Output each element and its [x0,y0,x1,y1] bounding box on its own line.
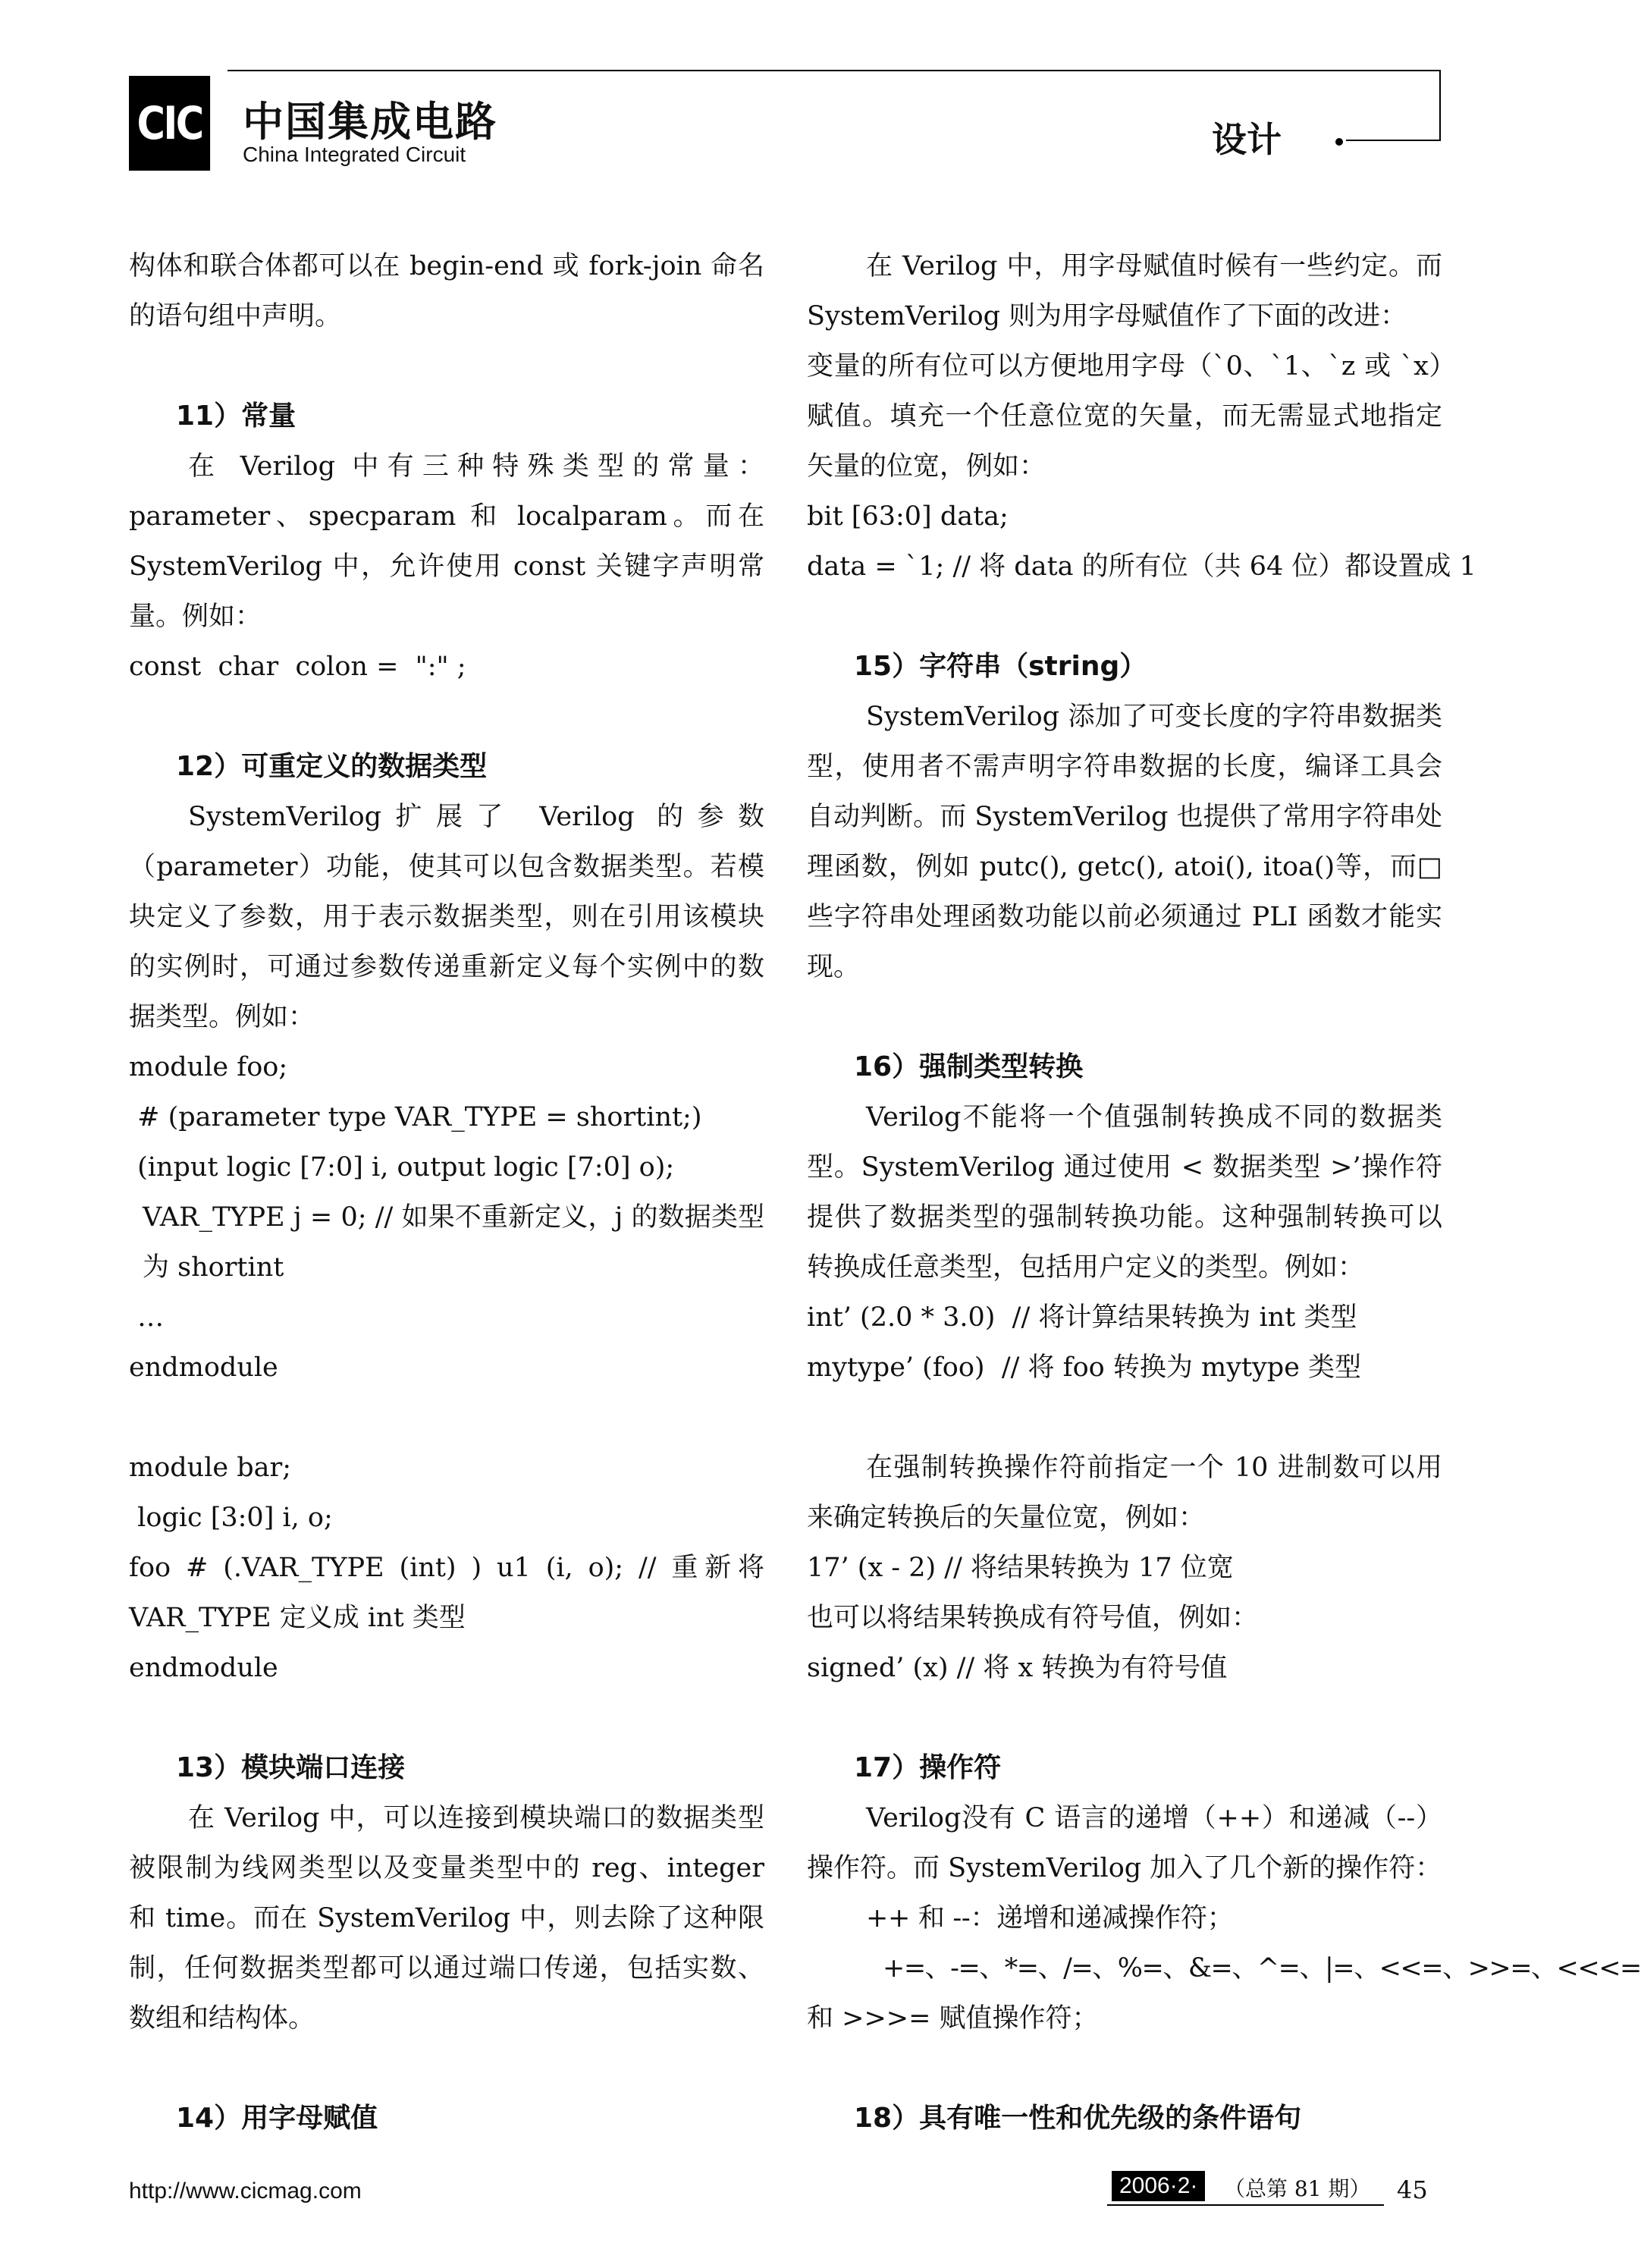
heading-13-port-connection: 13）模块端口连接 [176,1752,406,1783]
operator-line: +=、-=、*=、/=、%=、&=、^=、|=、<<=、>>=、<<<= [883,1953,1641,1984]
paragraph-16c: 也可以将结果转换成有符号值，例如： [807,1603,1259,1633]
code-line: signed’ (x) // 将 x 转换为有符号值 [807,1653,1228,1683]
code-line: endmodule [129,1352,278,1383]
heading-11-constants: 11）常量 [176,401,297,432]
journal-name-cn: 中国集成电路 [243,98,497,146]
journal-name-en: China Integrated Circuit [243,143,466,166]
paragraph-17: Verilog没有 C 语言的递增（++）和递减（--）操作符。而 SystemVerilog 加入了几个新的操作符： [807,1803,1442,1883]
footer-issue-badge: 2006·2· [1112,2171,1205,2201]
header-dot [1335,138,1343,146]
heading-16-casting: 16）强制类型转换 [854,1051,1084,1082]
journal-logo-mark: CIC [129,76,210,171]
paragraph-14b: 变量的所有位可以方便地用字母（`0、`1、`z 或 `x）赋值。填充一个任意位宽的矢量，而无需显式地指定矢量的位宽，例如： [807,351,1442,482]
footer-url: http://www.cicmag.com [129,2178,362,2204]
paragraph-12: SystemVerilog扩展了 Verilog 的参数（parameter）功能，使其可以包含数据类型。若模块定义了参数，用于表示数据类型，则在引用该模块的实例时，可通过参数传递重新定义每个实例中的数据类型。例如： [129,802,764,1032]
heading-17-operators: 17）操作符 [854,1752,1002,1783]
code-line: endmodule [129,1653,278,1683]
code-line: # (parameter type VAR_TYPE = shortint;) [129,1102,702,1132]
right-column [807,241,1641,2144]
paragraph-13: 在 Verilog 中，可以连接到模块端口的数据类型被限制为线网类型以及变量类型中的 reg、integer 和 time。而在 SystemVerilog 中，则去除了这种限制，任何数据类型都可以通过端口传递，包括实数、数组和结构体。 [129,1803,764,2034]
header-rule [1346,140,1441,141]
operator-line: ++ 和 --：递增和递减操作符； [866,1903,1234,1933]
footer-total-issue: （总第 81 期） [1224,2176,1371,2201]
code-line: logic [3:0] i, o; [129,1503,333,1533]
code-line: int’ (2.0 * 3.0) // 将计算结果转换为 int 类型 [807,1302,1357,1333]
code-line: (input logic [7:0] i, output logic [7:0] o); [129,1152,675,1183]
heading-15-string: 15）字符串（string） [854,651,1147,682]
code-line: bit [63:0] data; [807,501,1009,532]
paragraph-continued: 构体和联合体都可以在 begin-end 或 fork-join 命名的语句组中声明。 [129,251,764,331]
paragraph-14a: 在 Verilog 中，用字母赋值时候有一些约定。而 SystemVerilog 则为用字母赋值作了下面的改进： [807,251,1442,331]
heading-14-literal-assignment: 14）用字母赋值 [176,2103,378,2134]
operator-line: 和 >>>= 赋值操作符； [807,2003,1099,2034]
code-line: module bar; [129,1453,292,1483]
page-number: 45 [1397,2175,1428,2204]
code-line: module foo; [129,1052,288,1082]
code-line: data = `1; // 将 data 的所有位（共 64 位）都设置成 1 [807,551,1476,582]
code-line: mytype’ (foo) // 将 foo 转换为 mytype 类型 [807,1352,1362,1383]
heading-12-redefinable-types: 12）可重定义的数据类型 [176,751,488,782]
paragraph-15: SystemVerilog 添加了可变长度的字符串数据类型，使用者不需声明字符串数据的长度，编译工具会自动判断。而 SystemVerilog 也提供了常用字符串处理函数，例如 putc(), getc(), atoi(), itoa()等，而□些字符串处理函数功能以前必须通过 PLI 函数才能实现。 [807,702,1442,982]
footer-rule [1107,2204,1384,2206]
code-line: 17’ (x - 2) // 将结果转换为 17 位宽 [807,1553,1234,1583]
left-column [129,241,764,2144]
paragraph-11: 在 Verilog 中有三种特殊类型的常量：parameter、specparam 和 localparam。而在 SystemVerilog 中，允许使用 const 关键字声明常量。例如： [129,451,764,632]
code-line: foo # (.VAR_TYPE (int) ) u1 (i, o); // 重新将VAR_TYPE 定义成 int 类型 [129,1553,764,1633]
heading-18-unique-priority: 18）具有唯一性和优先级的条件语句 [854,2103,1302,2134]
code-line: … [129,1302,165,1333]
section-label: 设计 [1212,119,1282,160]
code-line: VAR_TYPE j = 0; // 如果不重新定义，j 的数据类型为 shortint [143,1202,764,1283]
paragraph-16b: 在强制转换操作符前指定一个 10 进制数可以用来确定转换后的矢量位宽，例如： [807,1453,1442,1533]
paragraph-16: Verilog不能将一个值强制转换成不同的数据类型。SystemVerilog 通过使用 < 数据类型 >’操作符提供了数据类型的强制转换功能。这种强制转换可以转换成任意类型，包括用户定义的类型。例如： [807,1102,1442,1283]
code-line: const char colon = ":" ; [129,652,466,682]
